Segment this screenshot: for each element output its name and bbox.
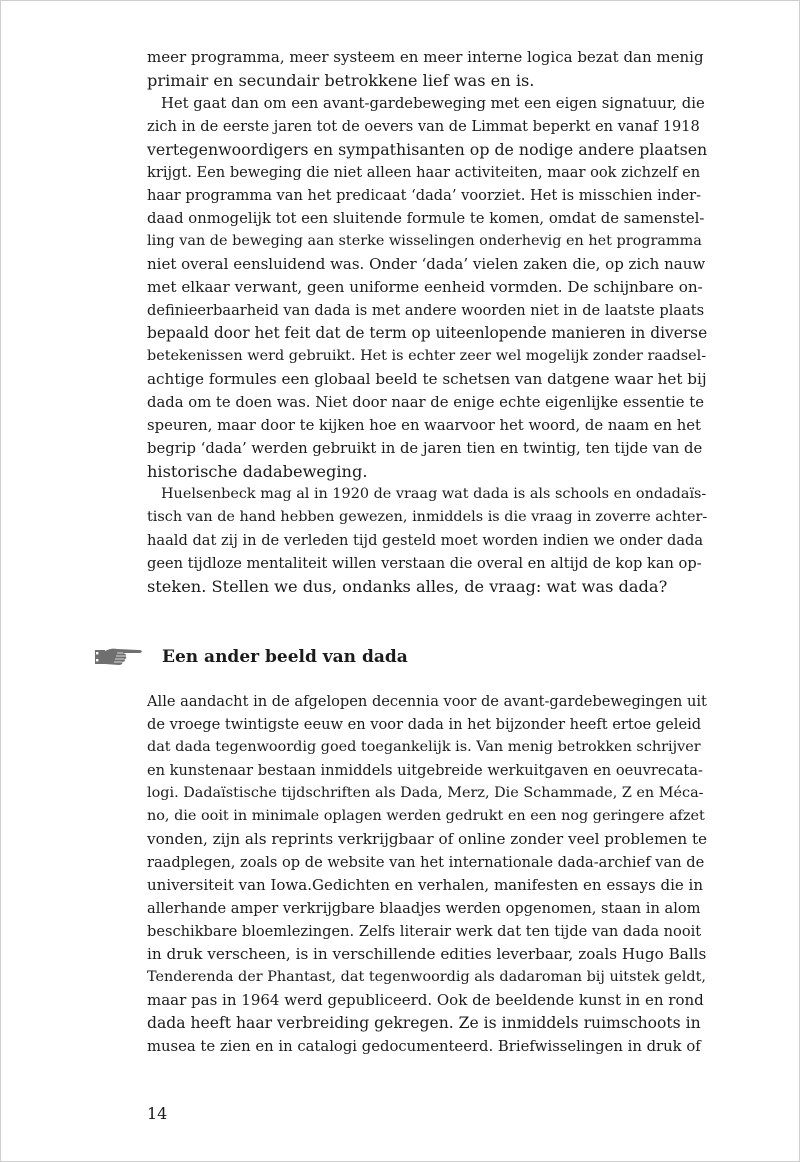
page-number: 14 — [147, 1104, 168, 1123]
text-line: dada om te doen was. Niet door naar de enige echte eigenlijke essentie te — [147, 394, 704, 411]
text-line: logi. Dadaïstische tijdschriften als Dada, Merz, Die Schammade, Z en Méca- — [147, 785, 704, 801]
text-line: niet overal eensluidend was. Onder ‘dada’ vielen zaken die, op zich nauw — [147, 255, 706, 273]
text-line: geen tijdloze mentaliteit willen verstaan die overal en altijd de kop kan op- — [147, 555, 702, 572]
text-line: Alle aandacht in de afgelopen decennia voor de avant-gardebewegingen uit — [147, 693, 707, 710]
text-line: tisch van de hand hebben gewezen, inmiddels is die vraag in zoverre achter- — [147, 509, 708, 525]
text-line: universiteit van Iowa.Gedichten en verhalen, manifesten en essays die in — [147, 876, 703, 894]
text-line: no, die ooit in minimale oplagen werden gedrukt en een nog geringere afzet — [147, 808, 705, 824]
text-line: beschikbare bloemlezingen. Zelfs literair werk dat ten tijde van dada nooit — [147, 923, 702, 940]
text-line: historische dadabeweging. — [147, 462, 368, 481]
text-line: steken. Stellen we dus, ondanks alles, de vraag: wat was dada? — [147, 577, 668, 596]
text-line: haar programma van het predicaat ‘dada’ voorziet. Het is misschien inder- — [147, 187, 702, 204]
text-line: bepaald door het feit dat de term op uiteenlopende manieren in diverse — [147, 324, 708, 342]
text-line: vertegenwoordigers en sympathisanten op de nodige andere plaatsen — [147, 140, 708, 159]
text-line: vonden, zijn als reprints verkrijgbaar of online zonder veel problemen te — [147, 830, 708, 848]
text-line: zich in de eerste jaren tot de oevers van de Limmat beperkt en vanaf 1918 — [147, 118, 700, 135]
text-line: ling van de beweging aan sterke wisselingen onderhevig en het programma — [147, 233, 702, 249]
text-line: daad onmogelijk tot een sluitende formule te komen, omdat de samenstel- — [147, 210, 705, 227]
body-text-bottom — [147, 690, 707, 1058]
text-line: haald dat zij in de verleden tijd gesteld moet worden indien we onder dada — [147, 532, 704, 549]
section-heading — [93, 643, 408, 671]
text-line: dada heeft haar verbreiding gekregen. Ze is inmiddels ruimschoots in — [147, 1014, 701, 1032]
section-heading-title: Een ander beeld van dada — [162, 647, 408, 667]
text-line: musea te zien en in catalogi gedocumenteerd. Briefwisselingen in druk of — [147, 1038, 701, 1055]
text-line: begrip ‘dada’ werden gebruikt in de jaren tien en twintig, ten tijde van de — [147, 440, 703, 457]
text-line: in druk verscheen, is in verschillende edities leverbaar, zoals Hugo Balls — [147, 945, 707, 963]
pointing-hand-icon — [93, 644, 145, 670]
text-line: de vroege twintigste eeuw en voor dada in het bijzonder heeft ertoe geleid — [147, 716, 702, 733]
text-line: allerhande amper verkrijgbare blaadjes werden opgenomen, staan in alom — [147, 900, 701, 917]
text-line: met elkaar verwant, geen uniforme eenheid vormden. De schijnbare on- — [147, 278, 703, 296]
text-line: en kunstenaar bestaan inmiddels uitgebreide werkuitgaven en oeuvrecata- — [147, 762, 703, 779]
text-line: primair en secundair betrokkene lief was en is. — [147, 71, 535, 90]
text-line: achtige formules een globaal beeld te schetsen van datgene waar het bij — [147, 370, 707, 388]
text-line: maar pas in 1964 werd gepubliceerd. Ook de beeldende kunst in en rond — [147, 991, 704, 1009]
text-line: Tenderenda der Phantast, dat tegenwoordig als dadaroman bij uitstek geldt, — [147, 969, 706, 985]
paragraph-first-line: Het gaat dan om een avant-gardebeweging met een eigen signatuur, die — [161, 95, 705, 112]
text-line: definieerbaarheid van dada is met andere woorden niet in de laatste plaats — [147, 302, 705, 319]
text-line: krijgt. Een beweging die niet alleen haar activiteiten, maar ook zichzelf en — [147, 164, 701, 181]
text-line: raadplegen, zoals op de website van het internationale dada-archief van de — [147, 854, 705, 871]
text-line: betekenissen werd gebruikt. Het is echter zeer wel mogelijk zonder raadsel- — [147, 348, 707, 364]
body-text-top — [147, 46, 707, 598]
text-line: dat dada tegenwoordig goed toegankelijk is. Van menig betrokken schrijver — [147, 739, 701, 755]
text-line: speuren, maar door te kijken hoe en waarvoor het woord, de naam en het — [147, 417, 701, 434]
text-line: meer programma, meer systeem en meer interne logica bezat dan menig — [147, 48, 704, 66]
paragraph-first-line: Huelsenbeck mag al in 1920 de vraag wat dada is als schools en ondadaïs- — [161, 486, 707, 502]
